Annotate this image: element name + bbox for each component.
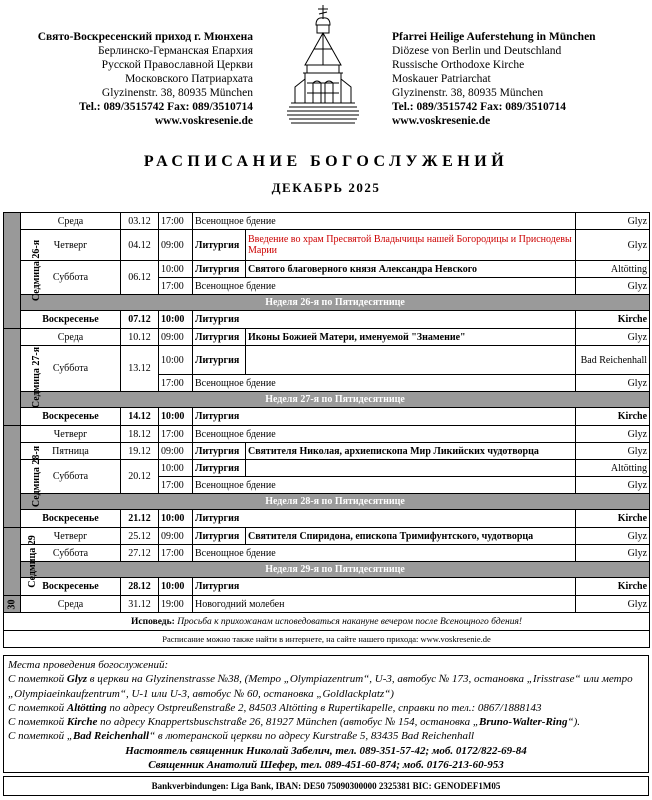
sunday-row — [4, 510, 650, 528]
service-cell: Литургия — [193, 408, 576, 426]
schedule-month: ДЕКАБРЬ 2025 — [271, 180, 381, 195]
time-cell: 10:00 — [159, 261, 193, 278]
feast-note — [246, 460, 576, 477]
location-kirche: С пометкой Kirche по адресу Knappertsbuschstraße 26, 81927 München (автобус № 154, остановка „Bruno-Walter-Ring“). — [8, 716, 581, 729]
week-label: Седмица 29 — [26, 535, 38, 588]
sunday-row — [4, 578, 650, 596]
address-de: Glyzinenstr. 38, 80935 München — [392, 87, 544, 99]
service-cell: Литургия — [193, 578, 576, 596]
church-de: Russische Orthodoxe Kirche — [392, 59, 525, 71]
table-row — [4, 426, 650, 443]
day-cell: Четверг — [21, 528, 121, 545]
confession-row — [4, 613, 650, 631]
place-cell: Glyz — [576, 528, 650, 545]
confession-cell — [4, 613, 650, 631]
location-altoetting: С пометкой Altötting по адресу Ostpreußenstraße 2, 84503 Altötting в Rupertikapelle, справки по тел.: 0867/1888143 — [8, 701, 542, 714]
service-cell: Всенощное бдение — [193, 426, 576, 443]
time-cell: 10:00 — [159, 578, 193, 596]
schedule-table — [3, 212, 650, 648]
day-cell: Среда — [21, 329, 121, 346]
day-cell: Суббота — [21, 460, 121, 494]
table-row — [4, 596, 650, 613]
place-cell: Glyz — [576, 375, 650, 392]
service-cell: Литургия — [193, 230, 246, 261]
week-label-cell — [4, 596, 21, 613]
date-cell: 28.12 — [121, 578, 159, 596]
feast-note — [246, 346, 576, 375]
header-right — [392, 30, 647, 128]
website-ru: www.voskresenie.de — [154, 115, 253, 127]
service-cell: Литургия — [193, 460, 246, 477]
day-cell: Воскресенье — [21, 408, 121, 426]
place-cell: Glyz — [576, 278, 650, 295]
service-cell: Литургия — [193, 261, 246, 278]
feast-note: Иконы Божией Матери, именуемой "Знамение" — [246, 329, 576, 346]
day-cell: Четверг — [21, 426, 121, 443]
service-cell: Литургия — [193, 510, 576, 528]
time-cell: 10:00 — [159, 408, 193, 426]
place-cell: Glyz — [576, 477, 650, 494]
sunday-row — [4, 311, 650, 329]
online-note: Расписание можно также найти в интернете, на сайте нашего прихода: www.voskresenie.de — [4, 631, 650, 648]
service-cell: Литургия — [193, 346, 246, 375]
service-cell: Литургия — [193, 329, 246, 346]
service-cell: Новогодний молебен — [193, 596, 576, 613]
date-cell: 07.12 — [121, 311, 159, 329]
week-label: Седмица 27-я — [31, 346, 43, 408]
table-row — [4, 230, 650, 261]
time-cell: 10:00 — [159, 311, 193, 329]
service-cell: Всенощное бдение — [193, 477, 576, 494]
address-ru: Glyzinenstr. 38, 80935 München — [101, 87, 253, 99]
table-row — [4, 213, 650, 230]
service-cell: Всенощное бдение — [193, 375, 576, 392]
rector-contact: Настоятель священник Николай Забелич, тел. 089-351-57-42; моб. 0172/822-69-84 — [125, 744, 527, 757]
date-cell: 18.12 — [121, 426, 159, 443]
day-cell: Пятница — [21, 443, 121, 460]
day-cell: Суббота — [21, 346, 121, 392]
date-cell: 10.12 — [121, 329, 159, 346]
date-cell: 03.12 — [121, 213, 159, 230]
date-cell: 27.12 — [121, 545, 159, 562]
service-cell: Литургия — [193, 528, 246, 545]
date-cell: 13.12 — [121, 346, 159, 392]
feast-note: Святого благоверного князя Александра Невского — [246, 261, 576, 278]
place-cell: Kirche — [576, 408, 650, 426]
location-glyz: С пометкой Glyz в церкви на Glyzinenstrasse №38, (Метро „Olympiazentrum“, U-3, автобус № 173, остановка „Irisstrase“ или метро „Olympiaeinkaufzentrum“, U-1 или U-3, автобус № 60, остановка „Goldlackplatz“) — [8, 673, 633, 700]
place-cell: Kirche — [576, 311, 650, 329]
table-row — [4, 329, 650, 346]
service-cell: Всенощное бдение — [193, 545, 576, 562]
place-cell: Glyz — [576, 230, 650, 261]
feast-note: Святителя Спиридона, епископа Тримифунтского, чудотворца — [246, 528, 576, 545]
place-cell: Glyz — [576, 213, 650, 230]
parish-name-ru: Свято-Воскресенский приход г. Мюнхена — [37, 31, 253, 43]
day-cell: Среда — [21, 213, 121, 230]
confession-label: Исповедь: — [130, 617, 175, 627]
day-cell: Четверг — [21, 230, 121, 261]
week-label: Седмица 28-я — [31, 445, 43, 508]
sunday-title-row — [4, 562, 650, 578]
week-label-cell — [4, 426, 43, 528]
glyz-key: Glyz — [66, 673, 88, 686]
priest-contact: Священник Анатолий Шефер, тел. 089-451-60-874; моб. 0176-213-60-953 — [148, 759, 504, 772]
time-cell: 17:00 — [159, 477, 193, 494]
place-cell: Altötting — [576, 261, 650, 278]
service-cell: Всенощное бдение — [193, 278, 576, 295]
time-cell: 09:00 — [159, 329, 193, 346]
time-cell: 17:00 — [159, 213, 193, 230]
patriarchate-ru: Московского Патриархата — [125, 73, 253, 85]
date-cell: 20.12 — [121, 460, 159, 494]
week-label: Седмица 26-я — [31, 239, 43, 302]
sunday-title-row — [4, 392, 650, 408]
diocese-de: Diözese von Berlin und Deutschland — [392, 45, 562, 57]
service-cell: Всенощное бдение — [193, 213, 576, 230]
parish-name-de: Pfarrei Heilige Auferstehung in München — [392, 31, 596, 43]
table-row — [4, 346, 650, 375]
time-cell: 10:00 — [159, 460, 193, 477]
letterhead — [0, 0, 652, 130]
sunday-title-row — [4, 295, 650, 311]
day-cell: Среда — [21, 596, 121, 613]
time-cell: 17:00 — [159, 426, 193, 443]
place-cell: Glyz — [576, 545, 650, 562]
locations-heading: Места проведения богослужений: — [8, 659, 169, 671]
table-row — [4, 261, 650, 278]
time-cell: 10:00 — [159, 510, 193, 528]
place-cell: Bad Reichenhall — [576, 346, 650, 375]
header-left — [6, 30, 253, 128]
time-cell: 09:00 — [159, 528, 193, 545]
date-cell: 31.12 — [121, 596, 159, 613]
church-icon — [283, 3, 363, 127]
time-cell: 09:00 — [159, 230, 193, 261]
time-cell: 17:00 — [159, 375, 193, 392]
place-cell: Kirche — [576, 578, 650, 596]
sunday-title-row — [4, 494, 650, 510]
sunday-title: Неделя 28-я по Пятидесятнице — [21, 494, 650, 510]
date-cell: 21.12 — [121, 510, 159, 528]
locations-notes — [3, 655, 649, 773]
place-cell: Glyz — [576, 596, 650, 613]
time-cell: 19:00 — [159, 596, 193, 613]
day-cell: Суббота — [21, 261, 121, 295]
confession-text: Просьба к прихожанам исповедоваться накануне вечером после Всенощного бдения! — [177, 617, 523, 627]
date-cell: 25.12 — [121, 528, 159, 545]
service-cell: Литургия — [193, 311, 576, 329]
time-cell: 17:00 — [159, 545, 193, 562]
table-row — [4, 545, 650, 562]
place-cell: Kirche — [576, 510, 650, 528]
time-cell: 10:00 — [159, 346, 193, 375]
kirche-stop: Bruno-Walter-Ring — [479, 716, 568, 729]
date-cell: 14.12 — [121, 408, 159, 426]
place-cell: Altötting — [576, 460, 650, 477]
schedule-title: РАСПИСАНИЕ БОГОСЛУЖЕНИЙ — [143, 153, 509, 170]
date-cell: 06.12 — [121, 261, 159, 295]
sunday-title: Неделя 29-я по Пятидесятнице — [21, 562, 650, 578]
feast-note: Святителя Николая, архиепископа Мир Ликийских чудотворца — [246, 443, 576, 460]
feast-note: Введение во храм Пресвятой Владычицы нашей Богородицы и Приснодевы Марии — [246, 230, 576, 261]
diocese-ru: Берлинско-Германская Епархия — [98, 45, 253, 57]
church-ru: Русской Православной Церкви — [101, 59, 253, 71]
place-cell: Glyz — [576, 329, 650, 346]
website-de: www.voskresenie.de — [392, 115, 491, 127]
time-cell: 17:00 — [159, 278, 193, 295]
phone-ru: Tel.: 089/3515742 Fax: 089/3510714 — [79, 101, 253, 113]
week-label-cell — [4, 213, 43, 329]
online-row — [4, 631, 650, 648]
week-label-cell — [4, 528, 38, 596]
sunday-title: Неделя 26-я по Пятидесятнице — [21, 295, 650, 311]
place-cell: Glyz — [576, 443, 650, 460]
date-cell: 19.12 — [121, 443, 159, 460]
place-cell: Glyz — [576, 426, 650, 443]
kirche-key: Kirche — [66, 716, 98, 729]
bad-reichenhall-key: Bad Reichenhall — [72, 730, 150, 743]
day-cell: Воскресенье — [21, 510, 121, 528]
phone-de: Tel.: 089/3515742 Fax: 089/3510714 — [392, 101, 566, 113]
table-row — [4, 443, 650, 460]
day-cell: Воскресенье — [21, 311, 121, 329]
week-label-cell — [4, 329, 43, 426]
service-cell: Литургия — [193, 443, 246, 460]
sunday-title: Неделя 27-я по Пятидесятнице — [21, 392, 650, 408]
table-row — [4, 460, 650, 477]
date-cell: 04.12 — [121, 230, 159, 261]
time-cell: 09:00 — [159, 443, 193, 460]
bank-details: Bankverbindungen: Liga Bank, IBAN: DE50 75090300000 2325381 BIC: GENODEF1M05 — [3, 776, 649, 796]
location-bad-reichenhall: С пометкой „Bad Reichenhall“ в лютеранской церкви по адресу Kurstraße 5, 83435 Bad Reichenhall — [8, 730, 475, 743]
altoetting-key: Altötting — [66, 701, 107, 714]
day-cell: Воскресенье — [21, 578, 121, 596]
table-row — [4, 528, 650, 545]
sunday-row — [4, 408, 650, 426]
day-cell: Суббота — [21, 545, 121, 562]
patriarchate-de: Moskauer Patriarchat — [392, 73, 491, 85]
week-label: 30 — [6, 599, 18, 609]
